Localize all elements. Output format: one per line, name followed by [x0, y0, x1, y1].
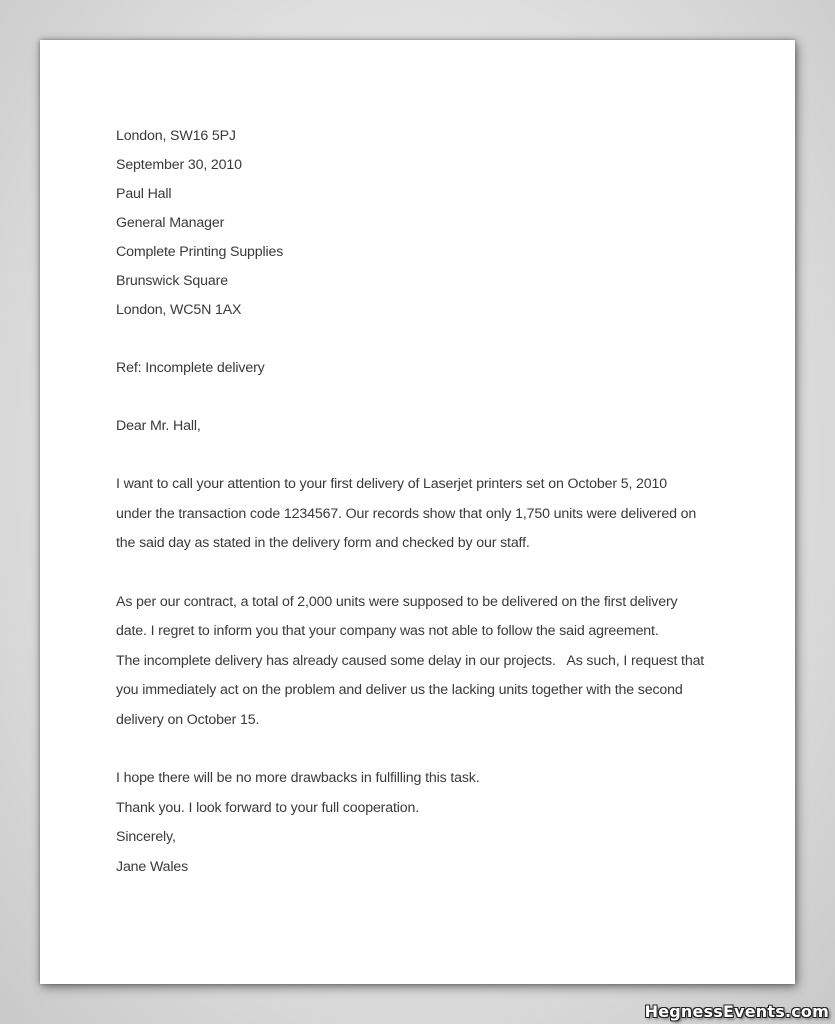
paragraph-line: you immediately act on the problem and deliver us the lacking units together with the second — [116, 682, 683, 698]
letter-date: September 30, 2010 — [116, 157, 242, 173]
watermark-text: HegnessEvents.com — [644, 1002, 829, 1021]
paragraph-line: The incomplete delivery has already caused some delay in our projects. As such, I request that — [116, 652, 705, 669]
recipient-title: General Manager — [116, 215, 225, 231]
paragraph-line: As per our contract, a total of 2,000 units were supposed to be delivered on the first delivery — [116, 593, 678, 610]
paragraph-1 — [116, 470, 726, 559]
paragraph-2 — [116, 588, 726, 736]
closing-line: I hope there will be no more drawbacks in fulfilling this task. — [116, 770, 480, 786]
paragraph-line: under the transaction code 1234567. Our records show that only 1,750 units were delivered on — [116, 505, 697, 522]
letter-body — [116, 122, 726, 882]
salutation: Dear Mr. Hall, — [116, 418, 201, 434]
reference-line: Ref: Incomplete delivery — [116, 360, 265, 376]
paragraph-line: I want to call your attention to your first delivery of Laserjet printers set on October 5, 2010 — [116, 476, 668, 492]
recipient-name: Paul Hall — [116, 186, 172, 202]
closing-line: Thank you. I look forward to your full cooperation. — [116, 799, 420, 816]
sender-address: London, SW16 5PJ — [116, 128, 236, 144]
spacer — [116, 735, 726, 764]
spacer — [116, 441, 726, 470]
letter-page — [40, 40, 795, 984]
spacer — [116, 559, 726, 588]
signature-name: Jane Wales — [116, 858, 189, 875]
recipient-company: Complete Printing Supplies — [116, 244, 284, 260]
paragraph-line: date. I regret to inform you that your company was not able to follow the said agreement. — [116, 623, 659, 639]
spacer — [116, 325, 726, 354]
paragraph-line: the said day as stated in the delivery form and checked by our staff. — [116, 535, 530, 551]
recipient-street: Brunswick Square — [116, 273, 228, 289]
recipient-city: London, WC5N 1AX — [116, 302, 242, 318]
closing — [116, 764, 726, 882]
paragraph-line: delivery on October 15. — [116, 711, 260, 728]
spacer — [116, 383, 726, 412]
sign-off: Sincerely, — [116, 829, 176, 845]
